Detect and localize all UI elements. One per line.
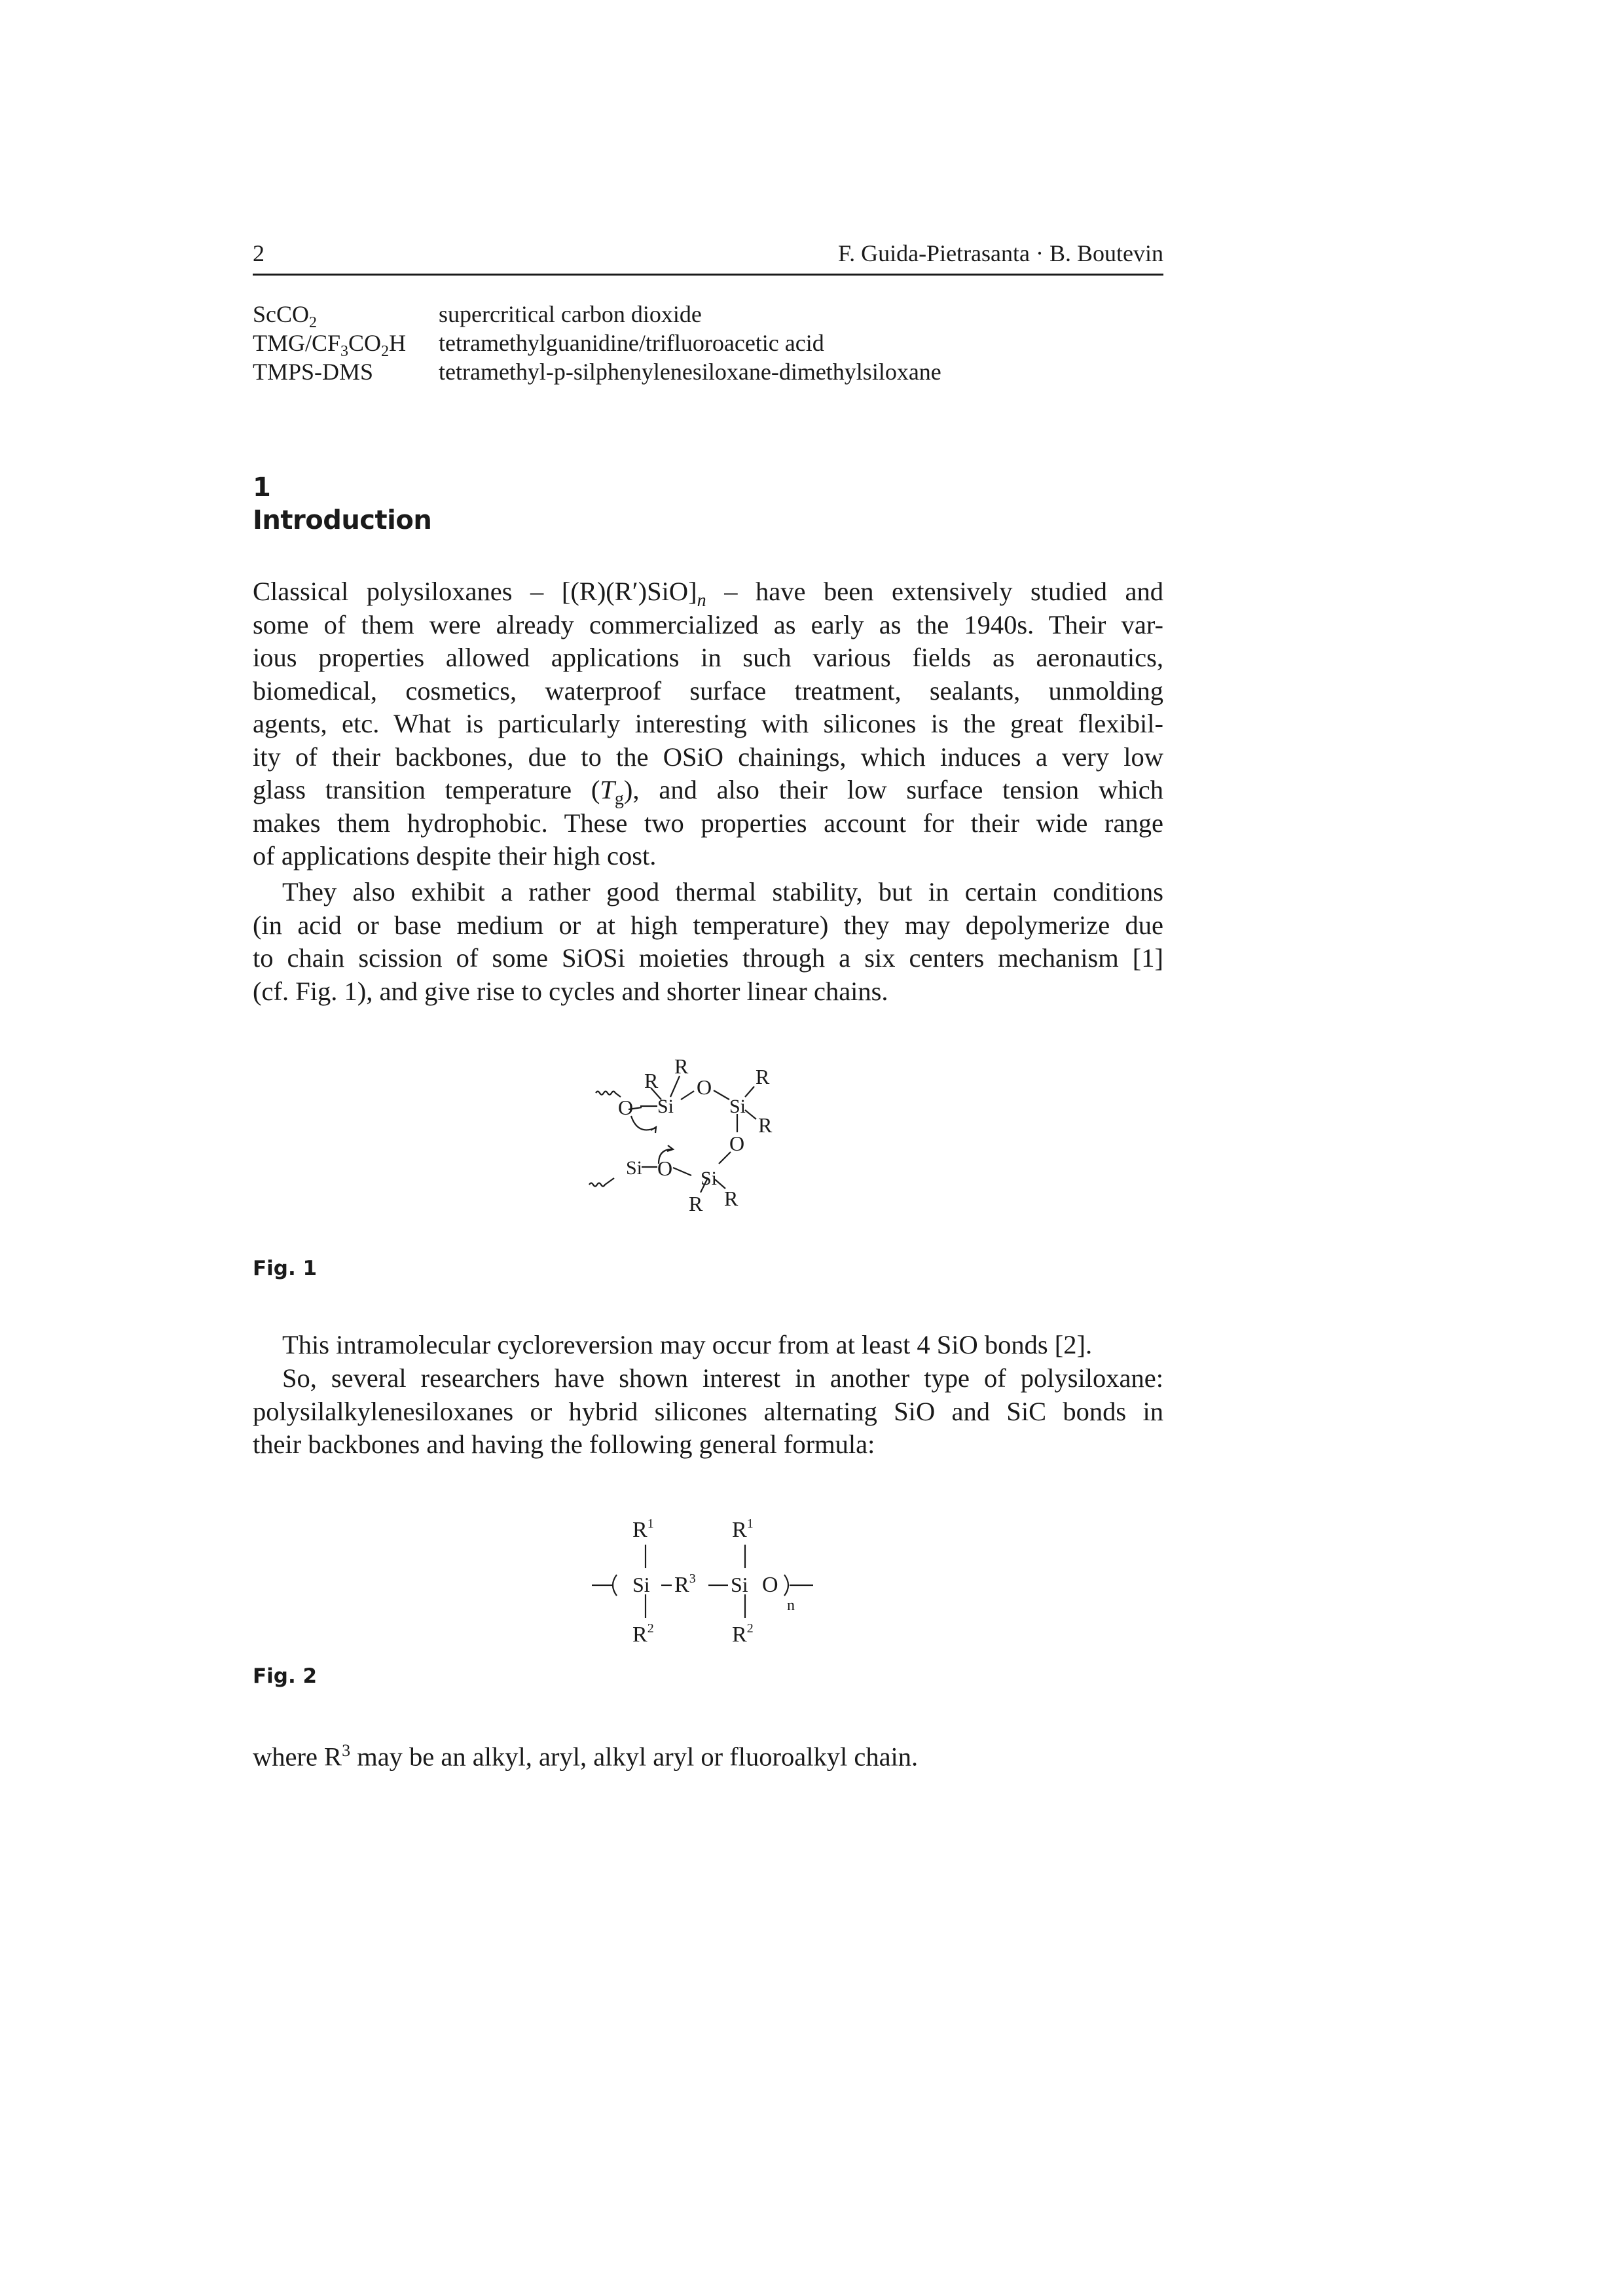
- abbreviation-term: TMG/$CF_3CO_2H$: [253, 330, 407, 361]
- atom-label-Si: Si: [632, 1573, 650, 1596]
- paragraph-5: [253, 1734, 1163, 1772]
- atom-label-O: O: [657, 1157, 673, 1180]
- figure-2-label: Fig. 2: [253, 1664, 318, 1688]
- atom-label-R: $R^1$: [732, 1516, 754, 1542]
- paragraph-2: [253, 876, 1163, 1008]
- figure-1-diagram: [576, 1047, 851, 1244]
- abbreviation-term: ScCO$_2$: [253, 301, 318, 332]
- text-line: ity of their backbones, due to the OSiO chainings, which induces a very low: [253, 742, 1163, 772]
- abbreviation-row: [253, 329, 1169, 361]
- text-line: This intramolecular cycloreversion may occur from at least 4 SiO bonds [2].: [282, 1330, 1093, 1359]
- atom-label-R: $R^1$: [632, 1516, 654, 1542]
- text-line: ious properties allowed applications in such various fields as aeronautics,: [253, 643, 1163, 672]
- atom-label-R: R: [689, 1192, 703, 1215]
- text-line: biomedical, cosmetics, waterproof surface treatment, sealants, unmolding: [253, 675, 1163, 706]
- section-number: 1: [253, 473, 271, 503]
- text-line: glass transition temperature $(T_g)$, and also their low surface tension which: [253, 775, 1163, 810]
- atom-label-R: R: [674, 1054, 689, 1078]
- atom-label-R: R: [724, 1187, 739, 1210]
- text-line: to chain scission of some SiOSi moieties through a six centers mechanism [1]: [253, 943, 1163, 973]
- abbreviation-row: [253, 357, 1169, 386]
- atom-label-R: $R^2$: [732, 1621, 754, 1647]
- atom-label-Si: Si: [731, 1573, 748, 1596]
- text-line: their backbones and having the following general formula:: [253, 1429, 875, 1459]
- text-line: polysilalkylenesiloxanes or hybrid silicones alternating SiO and SiC bonds in: [253, 1396, 1163, 1426]
- figure-2-diagram: [576, 1505, 851, 1662]
- abbreviation-definition: tetramethylguanidine/trifluoroacetic acid: [439, 330, 824, 356]
- atom-label-O: O: [762, 1573, 778, 1597]
- paragraph-3: [253, 1329, 1163, 1362]
- atom-label-R: R: [644, 1069, 659, 1092]
- header-rule: [253, 274, 1163, 276]
- text-line: So, several researchers have shown interest in another type of polysiloxane:: [282, 1363, 1163, 1393]
- atom-label-Si: Si: [657, 1096, 674, 1117]
- atom-label-R: $R^2$: [632, 1621, 654, 1647]
- text-line: (cf. Fig. 1), and give rise to cycles and shorter linear chains.: [253, 976, 888, 1006]
- abbreviation-definition: tetramethyl-p-silphenylenesiloxane-dimethylsiloxane: [439, 359, 941, 385]
- atom-label-R: R: [756, 1065, 770, 1088]
- abbreviation-term: TMPS-DMS: [253, 359, 374, 385]
- abbreviation-definition: supercritical carbon dioxide: [439, 301, 702, 327]
- text-line: They also exhibit a rather good thermal stability, but in certain conditions: [282, 877, 1163, 906]
- text-line: some of them were already commercialized as early as the 1940s. Their var-: [253, 609, 1163, 639]
- atom-label-Si: Si: [701, 1168, 718, 1189]
- figure-1-label: Fig. 1: [253, 1257, 318, 1280]
- text-line: (in acid or base medium or at high temperature) they may depolymerize due: [253, 910, 1163, 940]
- atom-label-Si: Si: [626, 1157, 643, 1179]
- text-line: makes them hydrophobic. These two properties account for their wide range: [253, 808, 1163, 838]
- atom-label-Si: Si: [729, 1096, 746, 1117]
- text-line: Classical polysiloxanes – $[(R)(R')SiO]_n$ – have been extensively studied and: [253, 577, 1163, 611]
- text-line: where $R^3$ may be an alkyl, aryl, alkyl aryl or fluoroalkyl chain.: [253, 1741, 919, 1772]
- page-number: 2: [253, 240, 264, 266]
- atom-label-R3: $R^3$: [674, 1571, 696, 1597]
- abbreviation-row: [253, 300, 1169, 332]
- paragraph-1: [253, 575, 1163, 873]
- repeat-unit-n: n: [787, 1597, 795, 1614]
- atom-label-R: R: [758, 1113, 773, 1137]
- paragraph-4: [253, 1362, 1163, 1462]
- running-head-authors: F. Guida-Pietrasanta · B. Boutevin: [837, 240, 1163, 266]
- text-line: of applications despite their high cost.: [253, 841, 657, 870]
- atom-label-O: O: [618, 1096, 634, 1119]
- atom-label-O: O: [729, 1132, 745, 1155]
- text-line: agents, etc. What is particularly interesting with silicones is the great flexibil-: [253, 709, 1163, 738]
- section-title: Introduction: [253, 505, 432, 535]
- atom-label-O: O: [697, 1075, 712, 1099]
